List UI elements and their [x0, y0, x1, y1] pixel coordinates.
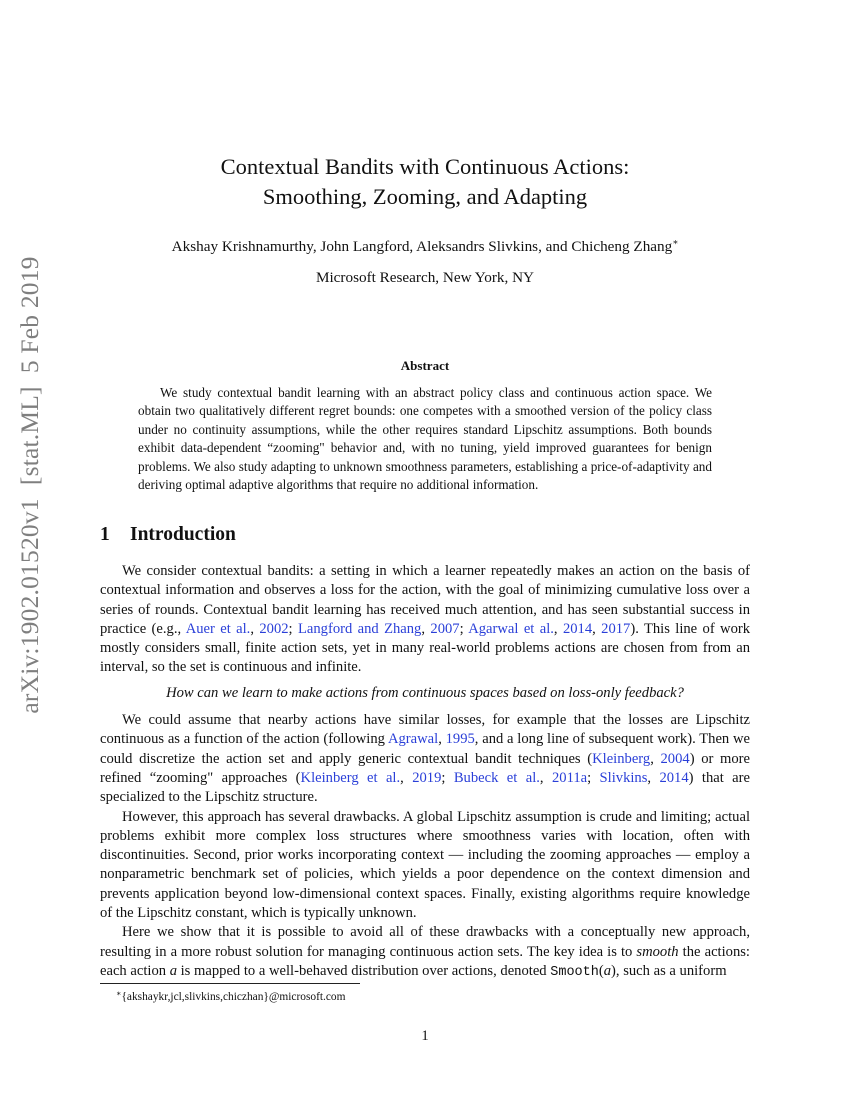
sep: , — [250, 620, 260, 637]
text: We consider contextual bandits: a setting in which a learner repeatedly makes an action on the basis of contextual information and observes a loss for the action, with the goal of minimizing cumulative loss over a series of rounds. Contextual bandit learning has received much attention, and has seen substantial success in practice (e.g., — [100, 563, 750, 637]
research-question: How can we learn to make actions from continuous spaces based on loss-only feedback? — [166, 684, 684, 701]
text: , such as a uniform — [615, 962, 727, 979]
emphasis-smooth: smooth — [636, 943, 679, 960]
citation-kleinberg[interactable]: Kleinberg — [592, 750, 651, 767]
sep: ; — [587, 769, 600, 786]
footnote-text: {akshaykr,jcl,slivkins,chiczhan}@microsoft.com — [121, 991, 346, 1003]
section-title: Introduction — [130, 524, 236, 545]
text: , and a long line of subsequent work). Then we could discretize the action set and apply generic contextual bandit techniques ( — [100, 731, 751, 767]
text: ). This line of work mostly considers small, finite action sets, yet in many real-world problems actions are chosen from from an interval, so the set is continuous and infinite. — [100, 620, 751, 676]
title-line-2: Smoothing, Zooming, and Adapting — [262, 184, 588, 209]
text: is mapped to a well-behaved distribution over actions, denoted — [176, 962, 551, 979]
citation-kleinberg-year[interactable]: 2004 — [660, 750, 690, 767]
sep: ; — [459, 620, 469, 637]
math-var-a: a — [169, 962, 177, 979]
text: We could assume that nearby actions have similar losses, for example that the losses are Lipschitz continuous as a function of the action (following — [100, 712, 750, 748]
authors — [100, 232, 750, 257]
math-var-a: a — [603, 962, 612, 979]
citation-agrawal[interactable]: Agrawal — [387, 731, 439, 748]
citation-bubeck-year[interactable]: 2011a — [551, 769, 588, 786]
sep: , — [400, 769, 413, 786]
paragraph-4 — [100, 923, 750, 982]
author-footnote-mark: ∗ — [672, 237, 679, 247]
text: ) or more refined “zooming" approaches ( — [100, 750, 750, 786]
sep: , — [592, 620, 602, 637]
footnote — [116, 987, 346, 1004]
intro-body — [100, 562, 750, 982]
cite-author: Auer et al. — [185, 620, 251, 637]
sep: ; — [288, 620, 298, 637]
footnote-mark: ∗ — [116, 989, 122, 998]
sep: , — [421, 620, 431, 637]
sep: , — [647, 769, 660, 786]
citation-auer[interactable] — [186, 621, 251, 637]
citation-langford[interactable]: Langford and Zhang — [297, 620, 422, 637]
paren: ) — [611, 962, 616, 979]
sep: , — [650, 750, 661, 767]
text: ) that are specialized to the Lipschitz structure. — [100, 769, 750, 806]
citation-slivkins[interactable]: Slivkins — [599, 769, 648, 786]
section-number: 1 — [100, 524, 110, 545]
affiliation: Microsoft Research, New York, NY — [315, 269, 535, 286]
arxiv-stamp — [0, 256, 60, 714]
abstract-body: We study contextual bandit learning with an abstract policy class and continuous action space. We obtain two qualitatively different regret bounds: one competes with a smoothed version of the policy class under no continuity assumptions, while the other requires standard Lipschitz assumptions. Both bounds exhibit data-dependent “zooming" behavior and, with no tuning, yield improved guarantees for benign problems. We also study adapting to unknown smoothness parameters, establishing a price-of-adaptivity and deriving optimal adaptive algorithms that require no additional information. — [138, 385, 712, 493]
sep: , — [553, 620, 563, 637]
citation-langford-year[interactable]: 2007 — [430, 620, 460, 637]
citation-kleinberg-etal-year[interactable]: 2019 — [412, 769, 442, 786]
paragraph-2 — [100, 711, 750, 807]
page-number: 1 — [421, 1028, 429, 1044]
footnote-rule — [100, 983, 360, 984]
citation-auer-year[interactable]: 2002 — [259, 620, 289, 637]
citation-kleinberg-etal[interactable]: Kleinberg et al. — [300, 769, 401, 786]
paragraph-1 — [100, 562, 750, 678]
sep: , — [438, 731, 446, 748]
code-smooth: Smooth — [550, 964, 599, 980]
text: Here we show that it is possible to avoid all of these drawbacks with a conceptually new approach, resulting in a more robust solution for managing continuous action sets. The key idea is to — [100, 924, 750, 960]
author-list: Akshay Krishnamurthy, John Langford, Aleksandrs Slivkins, and Chicheng Zhang — [171, 238, 673, 255]
paper-title — [100, 152, 750, 212]
text: the actions: each action — [100, 943, 750, 979]
paren: ( — [598, 962, 604, 979]
abstract-heading: Abstract — [400, 358, 450, 373]
section-heading — [100, 524, 236, 546]
citation-agarwal[interactable]: Agarwal et al. — [468, 620, 554, 637]
title-line-1: Contextual Bandits with Continuous Actions: — [220, 154, 630, 179]
citation-bubeck[interactable]: Bubeck et al. — [453, 769, 540, 786]
citation-agarwal-year-2014[interactable]: 2014 — [562, 620, 593, 637]
citation-agarwal-year-2017[interactable]: 2017 — [601, 620, 631, 637]
paragraph-3: However, this approach has several drawbacks. A global Lipschitz assumption is crude and limiting; actual problems exhibit more complex loss structures where smoothness varies with location, often with discontinuities. Second, prior works incorporating context — including the zooming approaches — employ a nonparametric benchmark set of policies, which yields a poor dependence on the context dimension and prevents application beyond low-dimensional context spaces. Finally, existing algorithms require knowledge of the Lipschitz constant, which is typically unknown. — [100, 808, 750, 922]
arxiv-stamp-text: arXiv:1902.01520v1 [stat.ML] 5 Feb 2019 — [15, 256, 44, 714]
citation-slivkins-year[interactable]: 2014 — [659, 769, 689, 786]
sep: ; — [441, 769, 454, 786]
sep: , — [539, 769, 552, 786]
citation-agrawal-year[interactable]: 1995 — [445, 731, 475, 748]
